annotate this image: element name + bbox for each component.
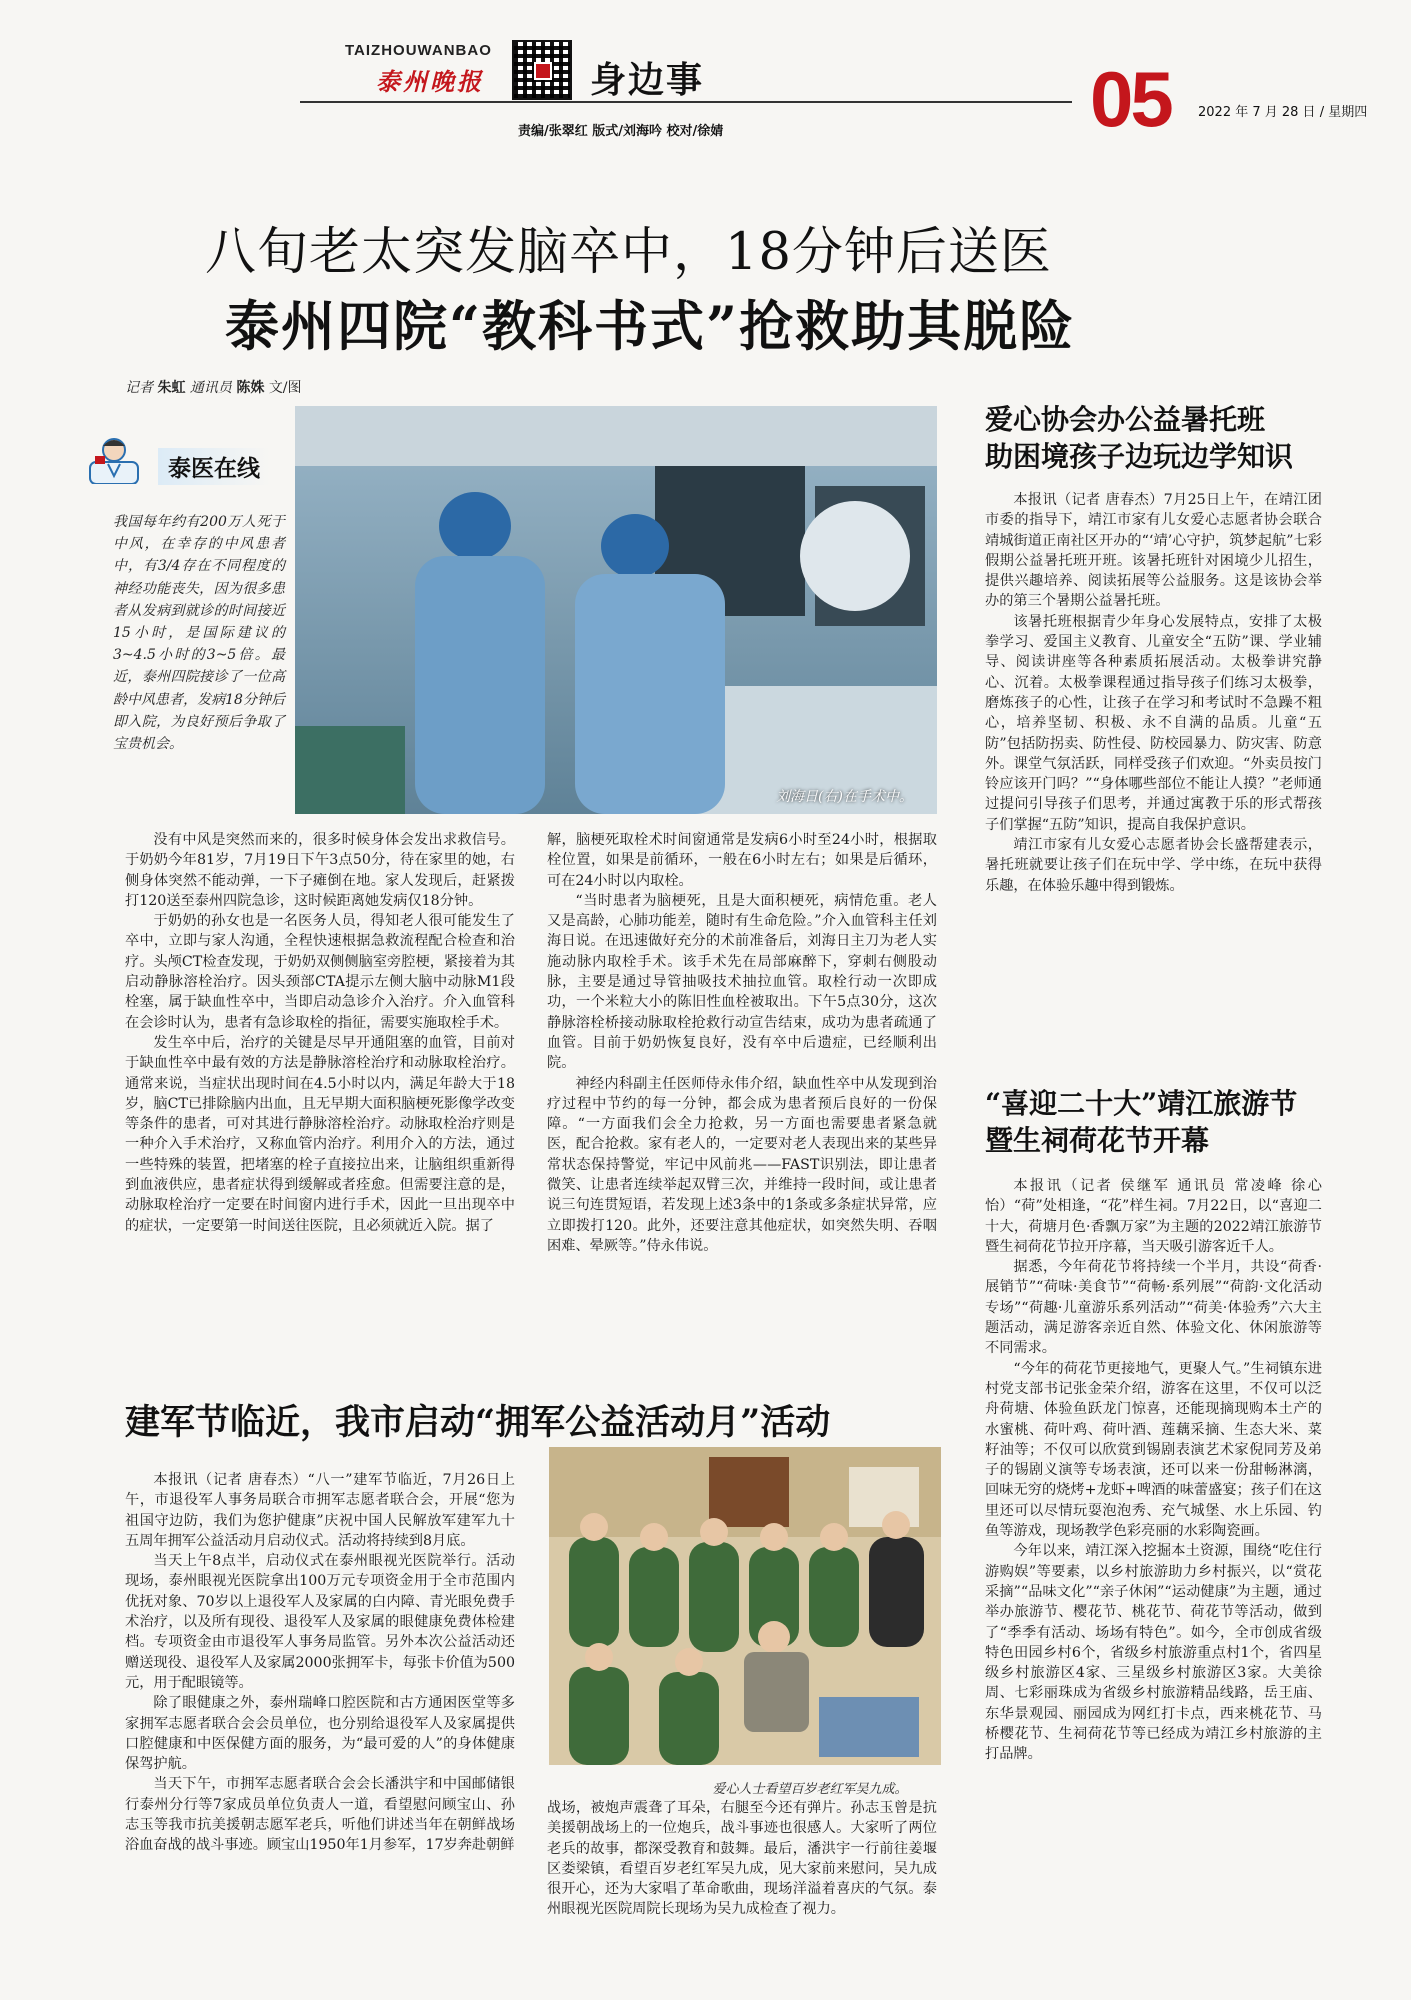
paragraph: 当天下午，市拥军志愿者联合会会长潘洪宇和中国邮储银行泰州分行等7家成员单位负责人一道，看望慰问顾宝山、孙志玉等我市抗美援朝志愿军老兵，听他们讲述当年在朝鲜战场浴血奋战的战斗事迹。顾宝山1950年1月参军，17岁奔赴朝鲜 (125, 1776, 515, 1854)
lotus-festival-story (985, 1176, 1322, 1765)
paragraph: 当天上午8点半，启动仪式在泰州眼视光医院举行。活动现场，泰州眼视光医院拿出100万元专项资金用于全市范围内优抚对象、70岁以上退役军人及家属的白内障、青光眼免费手术治疗，以及所有现役、退役军人及家属的眼健康免费体检建档。专项资金由市退役军人事务局监管。另外本次公益活动还赠送现役、退役军人及家属2000张拥军卡，每张卡价值为500元，用于配眼镜等。 (125, 1553, 515, 1691)
paragraph: 神经内科副主任医师侍永伟介绍，缺血性卒中从发现到治疗过程中节约的每一分钟，都会成为患者预后良好的一份保障。“一方面我们会全力抢救，另一方面也需要患者紧急就医，配合抢救。家有老人的，一定要对老人表现出来的某些异常状态保持警觉，牢记中风前兆——FAST识别法，即让患者微笑、让患者连续举起双臂三次，并维持一段时间，或让患者说三句连贯短语，若发现上述3条中的1条或多条症状异常，应立即拨打120。此外，还要注意其他症状，如突然失明、吞咽困难、晕厥等。”侍永伟说。 (547, 1075, 937, 1254)
qr-code-icon[interactable] (512, 40, 572, 100)
veteran-photo-caption: 爱心人士看望百岁老红军吴九成。 (712, 1782, 908, 1797)
byline: 记者 朱虹 通讯员 陈姝 文/图 (125, 380, 302, 396)
paragraph: 战场，被炮声震聋了耳朵，右腿至今还有弹片。孙志玉曾是抗美援朝战场上的一位炮兵，战斗事迹也很感人。大家听了两位老兵的故事，都深受教育和鼓舞。最后，潘洪宇一行前往姜堰区娄梁镇，看望百岁老红军吴九成，见大家前来慰问，吴九成很开心，还为大家唱了革命歌曲，现场洋溢着喜庆的气氛。泰州眼视光医院周院长现场为吴九成检查了视力。 (547, 1800, 937, 1918)
paragraph: “今年的荷花节更接地气，更聚人气。”生祠镇东进村党支部书记张金荣介绍，游客在这里，不仅可以泛舟荷塘、体验鱼跃龙门惊喜，还能现摘现购本土产的水蜜桃、荷叶鸡、荷叶酒、莲藕采摘、生态大米、菜籽油等；不仅可以欣赏到锡剧表演艺术家倪同芳及弟子的锡剧义演等专场表演，还可以来一份甜畅淋漓，回味无穷的烧烤+龙虾+啤酒的味蕾盛宴；孩子们在这里还可以尽情玩耍泡泡秀、充气城堡、水上乐园、钓鱼等游戏，现场教学色彩亮丽的水彩陶瓷画。 (985, 1360, 1322, 1540)
main-headline-line-2: 泰州四院“教科书式”抢救助其脱险 (225, 294, 1076, 358)
paragraph: 于奶奶的孙女也是一名医务人员，得知老人很可能发生了卒中，立即与家人沟通，全程快速根据急救流程配合检查和治疗。头颅CT检查发现，于奶奶双侧侧脑室旁腔梗，紧接着为其启动静脉溶栓治疗。因头颈部CTA提示左侧大脑中动脉M1段栓塞，属于缺血性卒中，当即启动急诊介入治疗。介入血管科在会诊时认为，患者有急诊取栓的指征，需要实施取栓手术。 (125, 913, 515, 1031)
column-banner (88, 428, 284, 484)
paragraph: 据悉，今年荷花节将持续一个半月，共设“荷香·展销节”“荷味·美食节”“荷畅·系列展”“荷韵·文化活动专场”“荷趣·儿童游乐系列活动”“荷美·体验秀”六大主题活动，满足游客亲近自然、体验文化、休闲旅游等不同需求。 (985, 1259, 1322, 1357)
page-number: 05 (1090, 55, 1171, 143)
paragraph: 该暑托班根据青少年身心发展特点，安排了太极拳学习、爱国主义教育、儿童安全“五防”课、学业辅导、阅读讲座等各种素质拓展活动。太极拳讲究静心、沉着。太极拳课程通过指导孩子们练习太极拳，磨炼孩子的心性，让孩子在学习和考试时不急躁不粗心，培养坚韧、积极、永不自满的品质。儿童“五防”包括防拐卖、防性侵、防校园暴力、防灾害、防意外。课堂气氛活跃，同样受孩子们欢迎。“外卖员按门铃应该开门吗？”“身体哪些部位不能让人摸？”老师通过提问引导孩子们思考，并通过寓教于乐的形式帮孩子们掌握“五防”知识，提高自我保护意识。 (985, 613, 1322, 833)
paragraph: 今年以来，靖江深入挖掘本土资源，围绕“吃住行游购娱”等要素，以乡村旅游助力乡村振兴，以“赏花采摘”“品味文化”“亲子休闲”“运动健康”为主题，通过举办旅游节、樱花节、桃花节、荷花节等活动，做到了“季季有活动、场场有特色”。如今，全市创成省级特色田园乡村6个，省级乡村旅游重点村1个，省四星级乡村旅游区4家、三星级乡村旅游区3家。大美徐周、七彩丽珠成为省级乡村旅游精品线路，岳王庙、东华景观园、丽园成为网红打卡点，西来桃花节、马桥樱花节、生祠荷花节等已经成为靖江乡村旅游的主打品牌。 (985, 1543, 1322, 1763)
army-story-column-1 (125, 1470, 515, 1856)
paragraph: 解，脑梗死取栓术时间窗通常是发病6小时至24小时，根据取栓位置，如果是前循环，一般在6小时左右；如果是后循环，可在24小时以内取栓。 (547, 832, 937, 889)
section-title: 身边事 (590, 59, 705, 101)
summer-class-story (985, 490, 1322, 896)
masthead-rule (300, 101, 1072, 103)
paragraph: 本报讯（记者 唐春杰）“八一”建军节临近，7月26日上午，市退役军人事务局联合市拥军志愿者联合会，开展“您为祖国守边防，我们为您护健康”庆祝中国人民解放军建军九十五周年拥军公益活动月启动仪式。活动将持续到8月底。 (125, 1472, 515, 1549)
column-title: 泰医在线 (158, 448, 270, 485)
summer-class-headline: 爱心协会办公益暑托班 助困境孩子边玩边学知识 (985, 403, 1294, 473)
issue-date: 2022 年 7 月 28 日 / 星期四 (1198, 105, 1368, 120)
paragraph: 本报讯（记者 侯继军 通讯员 常凌峰 徐心怡）“荷”处相逢，“花”样生祠。7月22日，以“喜迎二十大，荷塘月色·香飘万家”为主题的2022靖江旅游节暨生祠荷花节拉开序幕，当天吸引游客近千人。 (985, 1178, 1322, 1255)
lotus-festival-headline: “喜迎二十大”靖江旅游节 暨生祠荷花节开幕 (985, 1087, 1298, 1157)
paragraph: 本报讯（记者 唐春杰）7月25日上午，在靖江团市委的指导下，靖江市家有儿女爱心志愿者协会联合靖城街道正南社区开办的“‘靖’心守护，筑梦起航”七彩假期公益暑托班开班。该暑托班针对困境少儿招生，提供兴趣培养、阅读拓展等公益服务。这是该协会举办的第三个暑期公益暑托班。 (985, 492, 1322, 610)
veteran-photo-image (549, 1447, 941, 1765)
main-story-column-2 (547, 830, 937, 1256)
doctor-icon (88, 432, 140, 484)
veteran-photo (549, 1447, 941, 1765)
paragraph: “当时患者为脑梗死，且是大面积梗死，病情危重。老人又是高龄，心肺功能差，随时有生命危险。”介入血管科主任刘海日说。在迅速做好充分的术前准备后，刘海日主刀为老人实施动脉内取栓手术。该手术先在局部麻醉下，穿刺右侧股动脉，主要是通过导管抽吸技术抽拉血管。取栓行动一次即成功，一个米粒大小的陈旧性血栓被取出。下午5点30分，这次静脉溶栓桥接动脉取栓抢救行动宣告结束，成功为患者疏通了血管。目前于奶奶恢复良好，没有卒中后遗症，已经顺利出院。 (547, 892, 937, 1072)
paragraph: 没有中风是突然而来的，很多时候身体会发出求救信号。于奶奶今年81岁，7月19日下午3点50分，待在家里的她，右侧身体突然不能动弹，一下子瘫倒在地。家人发现后，赶紧拨打120送至泰州四院急诊，这时候距离她发病仅18分钟。 (125, 832, 515, 909)
editor-credits: 责编/张翠红 版式/刘海吟 校对/徐婧 (518, 124, 724, 139)
surgery-photo-caption: 刘海日(右)在手术中。 (776, 789, 913, 805)
brand-logo: 泰州晚报 (376, 67, 484, 96)
main-headline-line-1: 八旬老太突发脑卒中，18分钟后送医 (205, 223, 1052, 282)
paragraph: 靖江市家有儿女爱心志愿者协会长盛帮建表示，暑托班就要让孩子们在玩中学、学中练，在玩中获得乐趣，在体验乐趣中得到锻炼。 (985, 837, 1322, 894)
army-story-column-2 (547, 1798, 937, 1920)
surgery-photo-image (295, 406, 937, 814)
paragraph: 发生卒中后，治疗的关键是尽早开通阻塞的血管，目前对于缺血性卒中最有效的方法是静脉溶栓治疗和动脉取栓治疗。通常来说，当症状出现时间在4.5小时以内，满足年龄大于18岁，脑CT已排除脑内出血，且无早期大面积脑梗死影像学改变等条件的患者，可对其进行静脉溶栓治疗。动脉取栓治疗则是一种介入手术治疗，又称血管内治疗。利用介入的方法，通过一些特殊的装置，把堵塞的栓子直接拉出来，让脑组织重新得到血液供应，患者症状得到缓解或者痊愈。但需要注意的是，动脉取栓治疗一定要在时间窗内进行手术，因此一旦出现卒中的症状，一定要第一时间送往医院，且必须就近入院。据了 (125, 1034, 515, 1234)
brand-english: TAIZHOUWANBAO (345, 42, 492, 59)
surgery-photo (295, 406, 937, 814)
army-story-headline: 建军节临近，我市启动“拥军公益活动月”活动 (125, 1402, 831, 1443)
story-intro: 我国每年约有200万人死于中风，在幸存的中风患者中，有3/4存在不同程度的神经功能丧失，因为很多患者从发病到就诊的时间接近15小时，是国际建议的3~4.5小时的3~5倍。最近，泰州四院接诊了一位高龄中风患者，发病18分钟后即入院，为良好预后争取了宝贵机会。 (113, 514, 285, 753)
main-story-column-1 (125, 830, 515, 1236)
paragraph: 除了眼健康之外，泰州瑞峰口腔医院和古方通困医堂等多家拥军志愿者联合会会员单位，也分别给退役军人及家属提供口腔健康和中医保健方面的服务，为“最可爱的人”的身体健康保驾护航。 (125, 1695, 515, 1773)
